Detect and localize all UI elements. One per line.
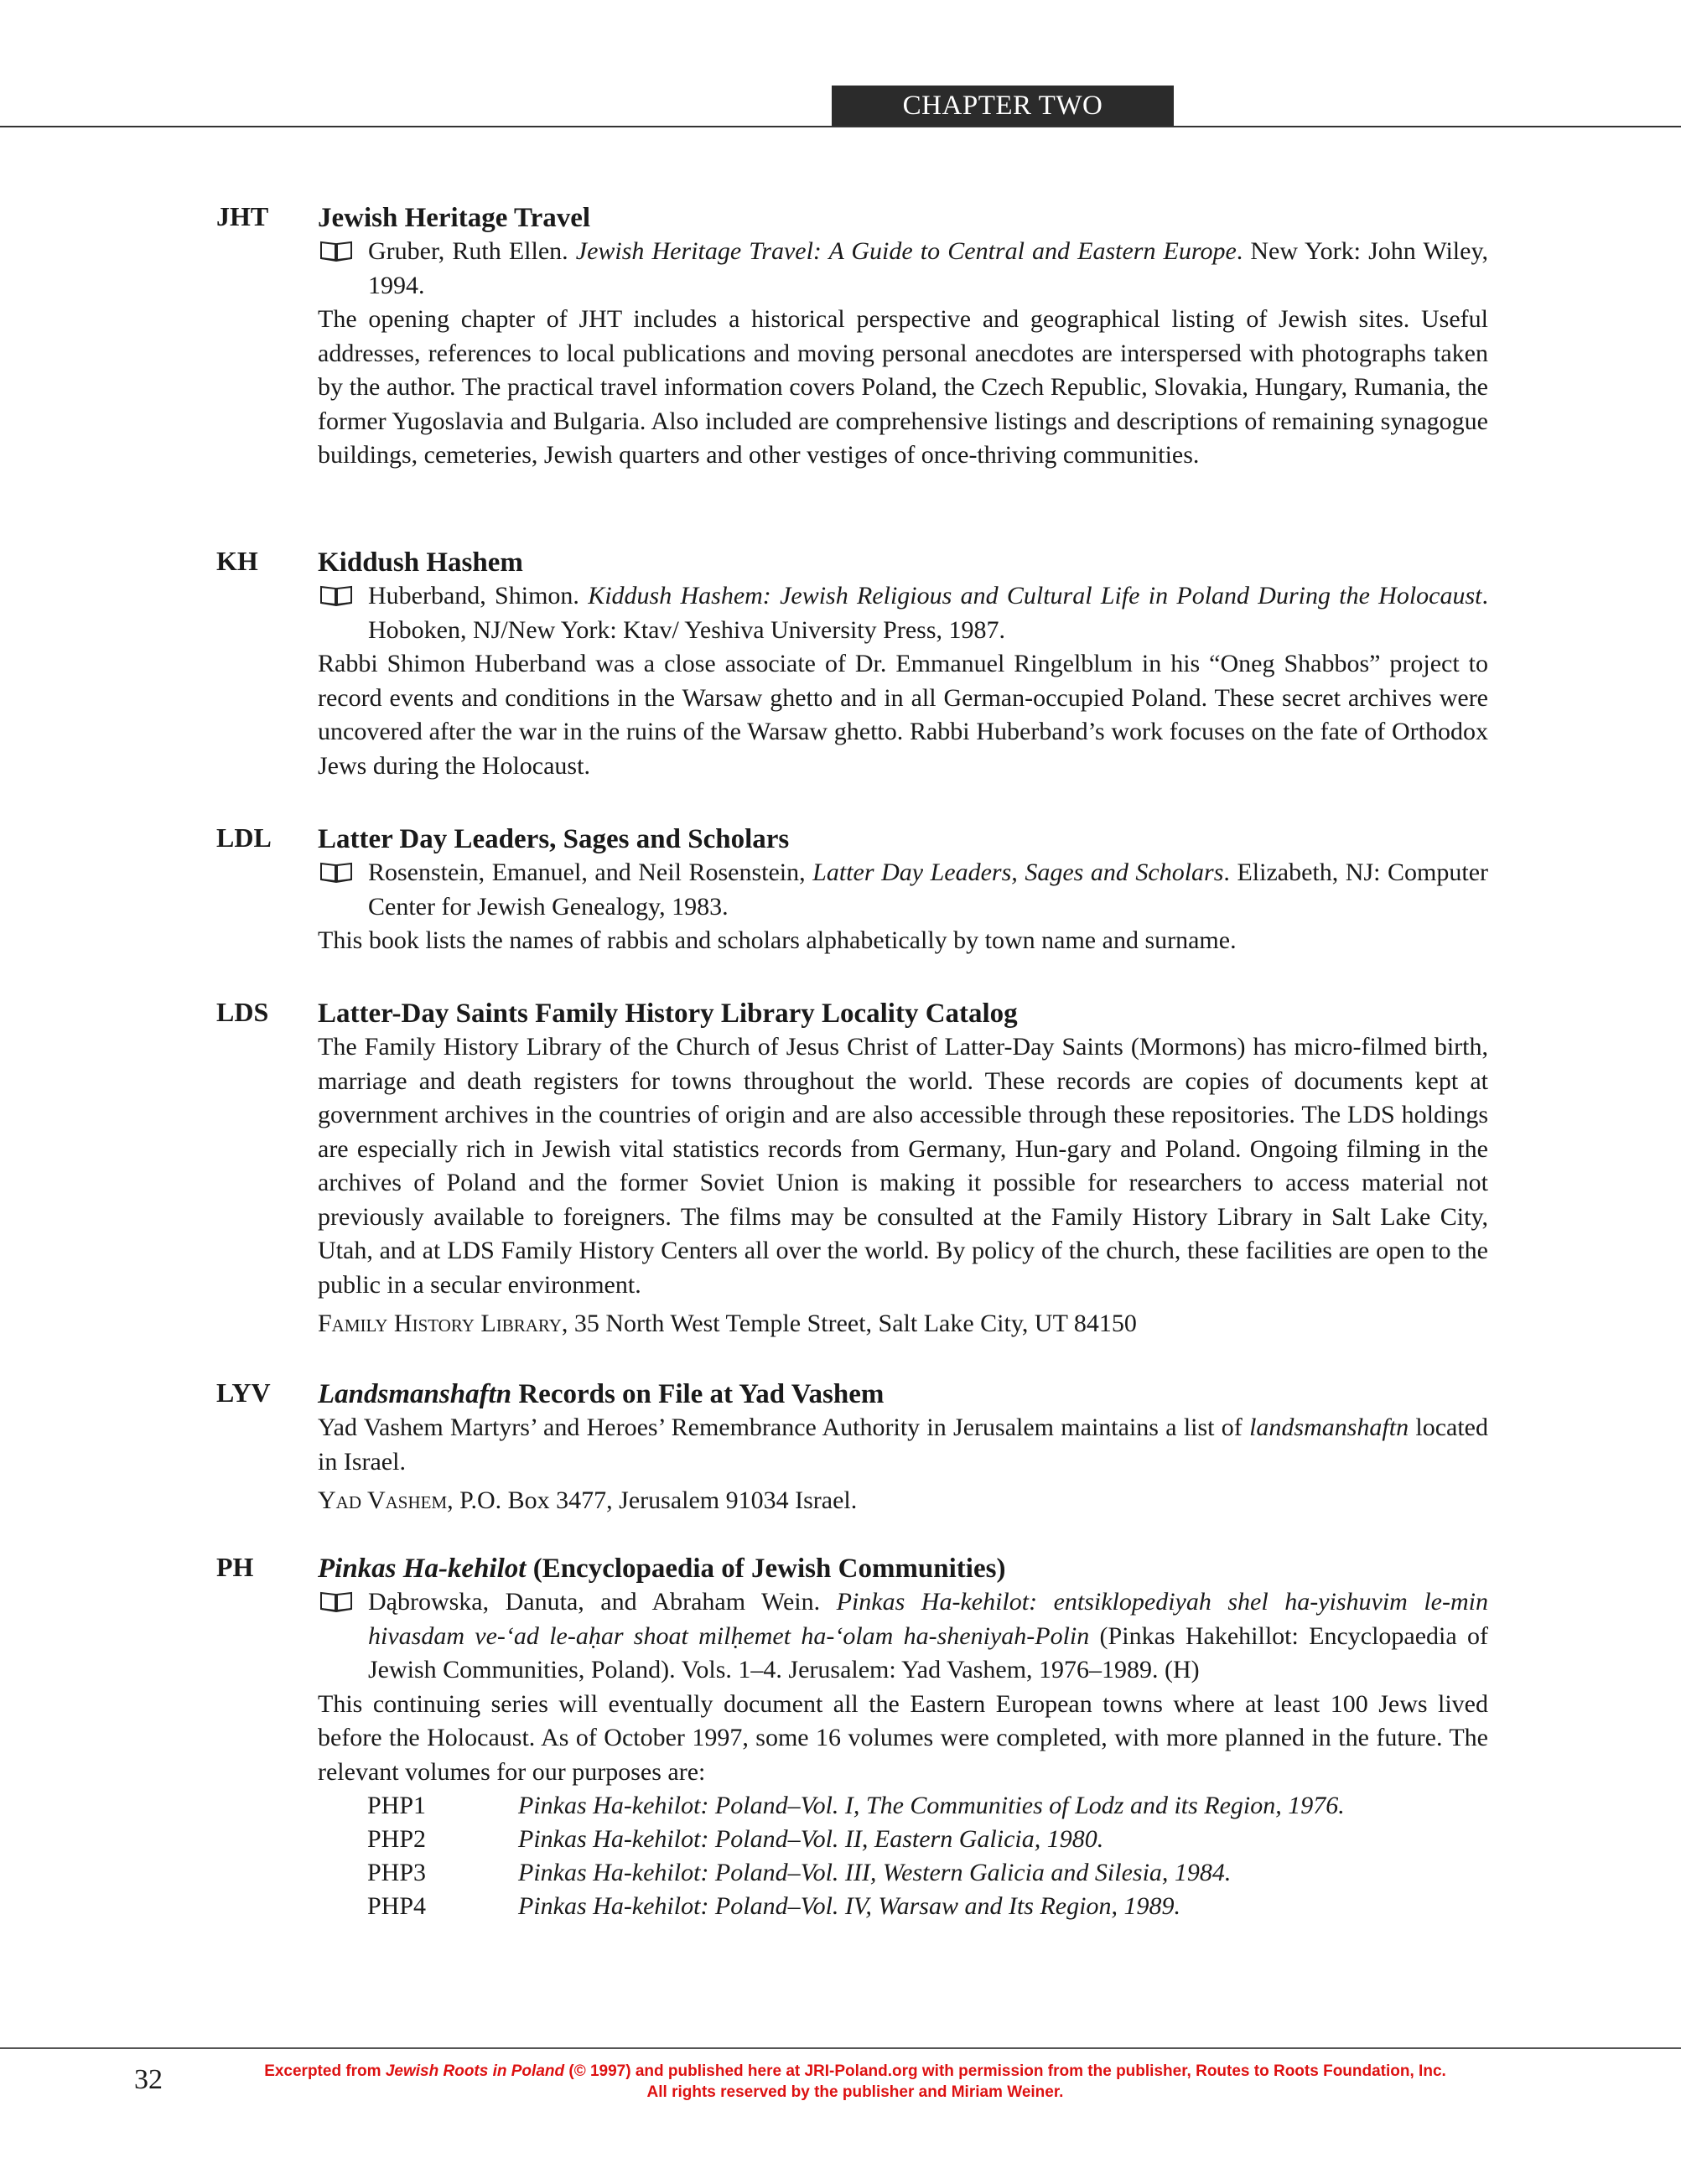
ref-title: Jewish Heritage Travel: A Guide to Central and Eastern Europe — [575, 237, 1237, 265]
volume-code: PHP3 — [367, 1859, 427, 1886]
address — [318, 1484, 1488, 1518]
footer-book-title: Jewish Roots in Poland — [385, 2062, 565, 2080]
title-italic: Pinkas Ha-kehilot — [318, 1554, 527, 1584]
volume-title: Pinkas Ha-kehilot: Poland–Vol. II, Eastern Galicia, 1980. — [518, 1825, 1104, 1853]
ref-title: Latter Day Leaders, Sages and Scholars — [812, 859, 1224, 886]
entry-body — [318, 546, 1488, 783]
entry-body — [318, 201, 1488, 473]
entry-description: Rabbi Shimon Huberband was a close associate of Dr. Emmanuel Ringelblum in his “Oneg Shabbos” project to record events and conditions in the Warsaw ghetto and in all German-occupied Poland. These secret archives were uncovered after the war in the ruins of the Warsaw ghetto. Rabbi Huberband’s work focuses on the fate of Orthodox Jews during the Holocaust. — [318, 650, 1488, 780]
entry-description: The Family History Library of the Church of Jesus Christ of Latter-Day Saints (Mormons) has micro-filmed birth, marriage and death registers for towns throughout the world. These records are copies of documents kept at government archives in the countries of origin and are also accessible through these repositories. The LDS holdings are especially rich in Jewish vital statistics records from Germany, Hun-gary and Poland. Ongoing filming in the archives of Poland and the former Soviet Union is making it possible for researchers to access material not previously available to foreigners. The films may be consulted at the Family History Library in Salt Lake City, Utah, and at LDS Family History Centers all over the world. By policy of the church, these facilities are open to the public in a secular environment. — [318, 1033, 1488, 1299]
entry-body — [318, 1552, 1488, 1923]
volume-title: Pinkas Ha-kehilot: Poland–Vol. IV, Warsaw and Its Region, 1989. — [518, 1892, 1180, 1920]
footer-text: Excerpted from — [264, 2062, 386, 2080]
footer-copyright-note — [168, 2061, 1543, 2103]
desc-end: located in Israel. — [318, 1414, 1488, 1476]
ref-author: Gruber, Ruth Ellen. — [368, 237, 576, 265]
footer-text: (© 1997) and published here at JRI-Poland.org with permission from the publisher, Routes to Roots Foundation, Inc. — [564, 2062, 1446, 2080]
entry-title — [318, 1552, 1488, 1585]
desc-start: Yad Vashem Martyrs’ and Heroes’ Remembrance Authority in Jerusalem maintains a list of — [318, 1414, 1250, 1441]
ref-details: . Hoboken, NJ/New York: Ktav/ Yeshiva University Press, 1987. — [368, 582, 1488, 644]
desc-italic: landsmanshaftn — [1249, 1414, 1409, 1441]
footer-rule — [0, 2047, 1681, 2049]
address-details: , 35 North West Temple Street, Salt Lake City, UT 84150 — [561, 1310, 1137, 1337]
page-number: 32 — [134, 2064, 163, 2095]
entry-code: KH — [216, 546, 258, 576]
volume-title: Pinkas Ha-kehilot: Poland–Vol. III, Western Galicia and Silesia, 1984. — [518, 1859, 1232, 1886]
book-reference — [318, 579, 1488, 647]
entry-code: PH — [216, 1552, 254, 1582]
book-icon — [319, 861, 353, 883]
ref-author: Rosenstein, Emanuel, and Neil Rosenstein, — [368, 859, 813, 886]
entry-code: LYV — [216, 1377, 271, 1408]
address — [318, 1307, 1488, 1341]
entry-title: Jewish Heritage Travel — [318, 203, 591, 233]
entry-body — [318, 822, 1488, 958]
entry-code: JHT — [216, 201, 269, 231]
address-name: Family History Library — [318, 1310, 562, 1337]
entry-description: This book lists the names of rabbis and scholars alphabetically by town name and surname. — [318, 926, 1237, 954]
book-icon — [319, 1590, 353, 1612]
ref-author: Dąbrowska, Danuta, and Abraham Wein. — [368, 1588, 837, 1616]
chapter-heading: CHAPTER TWO — [832, 86, 1174, 126]
volume-row — [367, 1856, 1488, 1890]
entry-body — [318, 997, 1488, 1341]
entry-description: This continuing series will eventually document all the Eastern European towns where at least 100 Jews lived before the Holocaust. As of October 1997, some 16 volumes were completed, with more planned in the future. The relevant volumes for our purposes are: — [318, 1689, 1488, 1786]
entry-title: Latter Day Leaders, Sages and Scholars — [318, 824, 790, 854]
footer-line-2: All rights reserved by the publisher and Miriam Weiner. — [646, 2083, 1064, 2101]
title-italic: Landsmanshaftn — [318, 1379, 512, 1409]
footer-line-1 — [168, 2061, 1543, 2082]
book-reference — [318, 235, 1488, 303]
book-icon — [319, 584, 353, 606]
book-reference — [318, 856, 1488, 924]
book-icon — [319, 240, 353, 262]
ref-author: Huberband, Shimon. — [368, 582, 589, 610]
entry-title: Kiddush Hashem — [318, 547, 523, 578]
ref-details: . Elizabeth, NJ: Computer Center for Jewish Genealogy, 1983. — [368, 859, 1488, 921]
book-reference — [318, 1585, 1488, 1688]
volume-row — [367, 1789, 1488, 1823]
entry-code: LDS — [216, 997, 269, 1027]
entry-body — [318, 1377, 1488, 1518]
header-rule — [0, 126, 1681, 127]
entry-title — [318, 1377, 1488, 1411]
volume-title: Pinkas Ha-kehilot: Poland–Vol. I, The Communities of Lodz and its Region, 1976. — [518, 1792, 1345, 1819]
ref-title: Kiddush Hashem: Jewish Religious and Cultural Life in Poland During the Holocaust — [588, 582, 1482, 610]
volume-row — [367, 1890, 1488, 1923]
title-rest: Records on File at Yad Vashem — [511, 1379, 885, 1409]
address-name: Yad Vashem — [318, 1486, 448, 1514]
entry-code: LDL — [216, 822, 272, 853]
volume-code: PHP4 — [367, 1892, 427, 1920]
volume-row — [367, 1823, 1488, 1856]
volume-code: PHP1 — [367, 1792, 427, 1819]
title-rest: (Encyclopaedia of Jewish Communities) — [526, 1554, 1006, 1584]
address-details: , P.O. Box 3477, Jerusalem 91034 Israel. — [447, 1486, 858, 1514]
entry-description: The opening chapter of JHT includes a historical perspective and geographical listing of Jewish sites. Useful addresses, references to local publications and moving personal anecdotes are interspersed with photographs taken by the author. The practical travel information covers Poland, the Czech Republic, Slovakia, Hungary, Rumania, the former Yugoslavia and Bulgaria. Also included are comprehensive listings and descriptions of remaining synagogue buildings, cemeteries, Jewish quarters and other vestiges of once-thriving communities. — [318, 305, 1488, 469]
entry-title: Latter-Day Saints Family History Library Locality Catalog — [318, 999, 1018, 1029]
entry-description — [318, 1411, 1488, 1479]
ref-details: . New York: John Wiley, 1994. — [368, 237, 1488, 299]
volume-code: PHP2 — [367, 1825, 427, 1853]
ref-title: Pinkas Ha-kehilot: entsiklopediyah shel ha-yishuvim le-min hivasdam ve-ʻad le-aḥar shoat milḥemet ha-ʻolam ha-sheniyah-Polin — [368, 1588, 1488, 1650]
volume-list — [367, 1789, 1488, 1923]
ref-details: (Pinkas Hakehillot: Encyclopaedia of Jewish Communities, Poland). Vols. 1–4. Jerusalem: Yad Vashem, 1976–1989. (H) — [368, 1621, 1488, 1683]
